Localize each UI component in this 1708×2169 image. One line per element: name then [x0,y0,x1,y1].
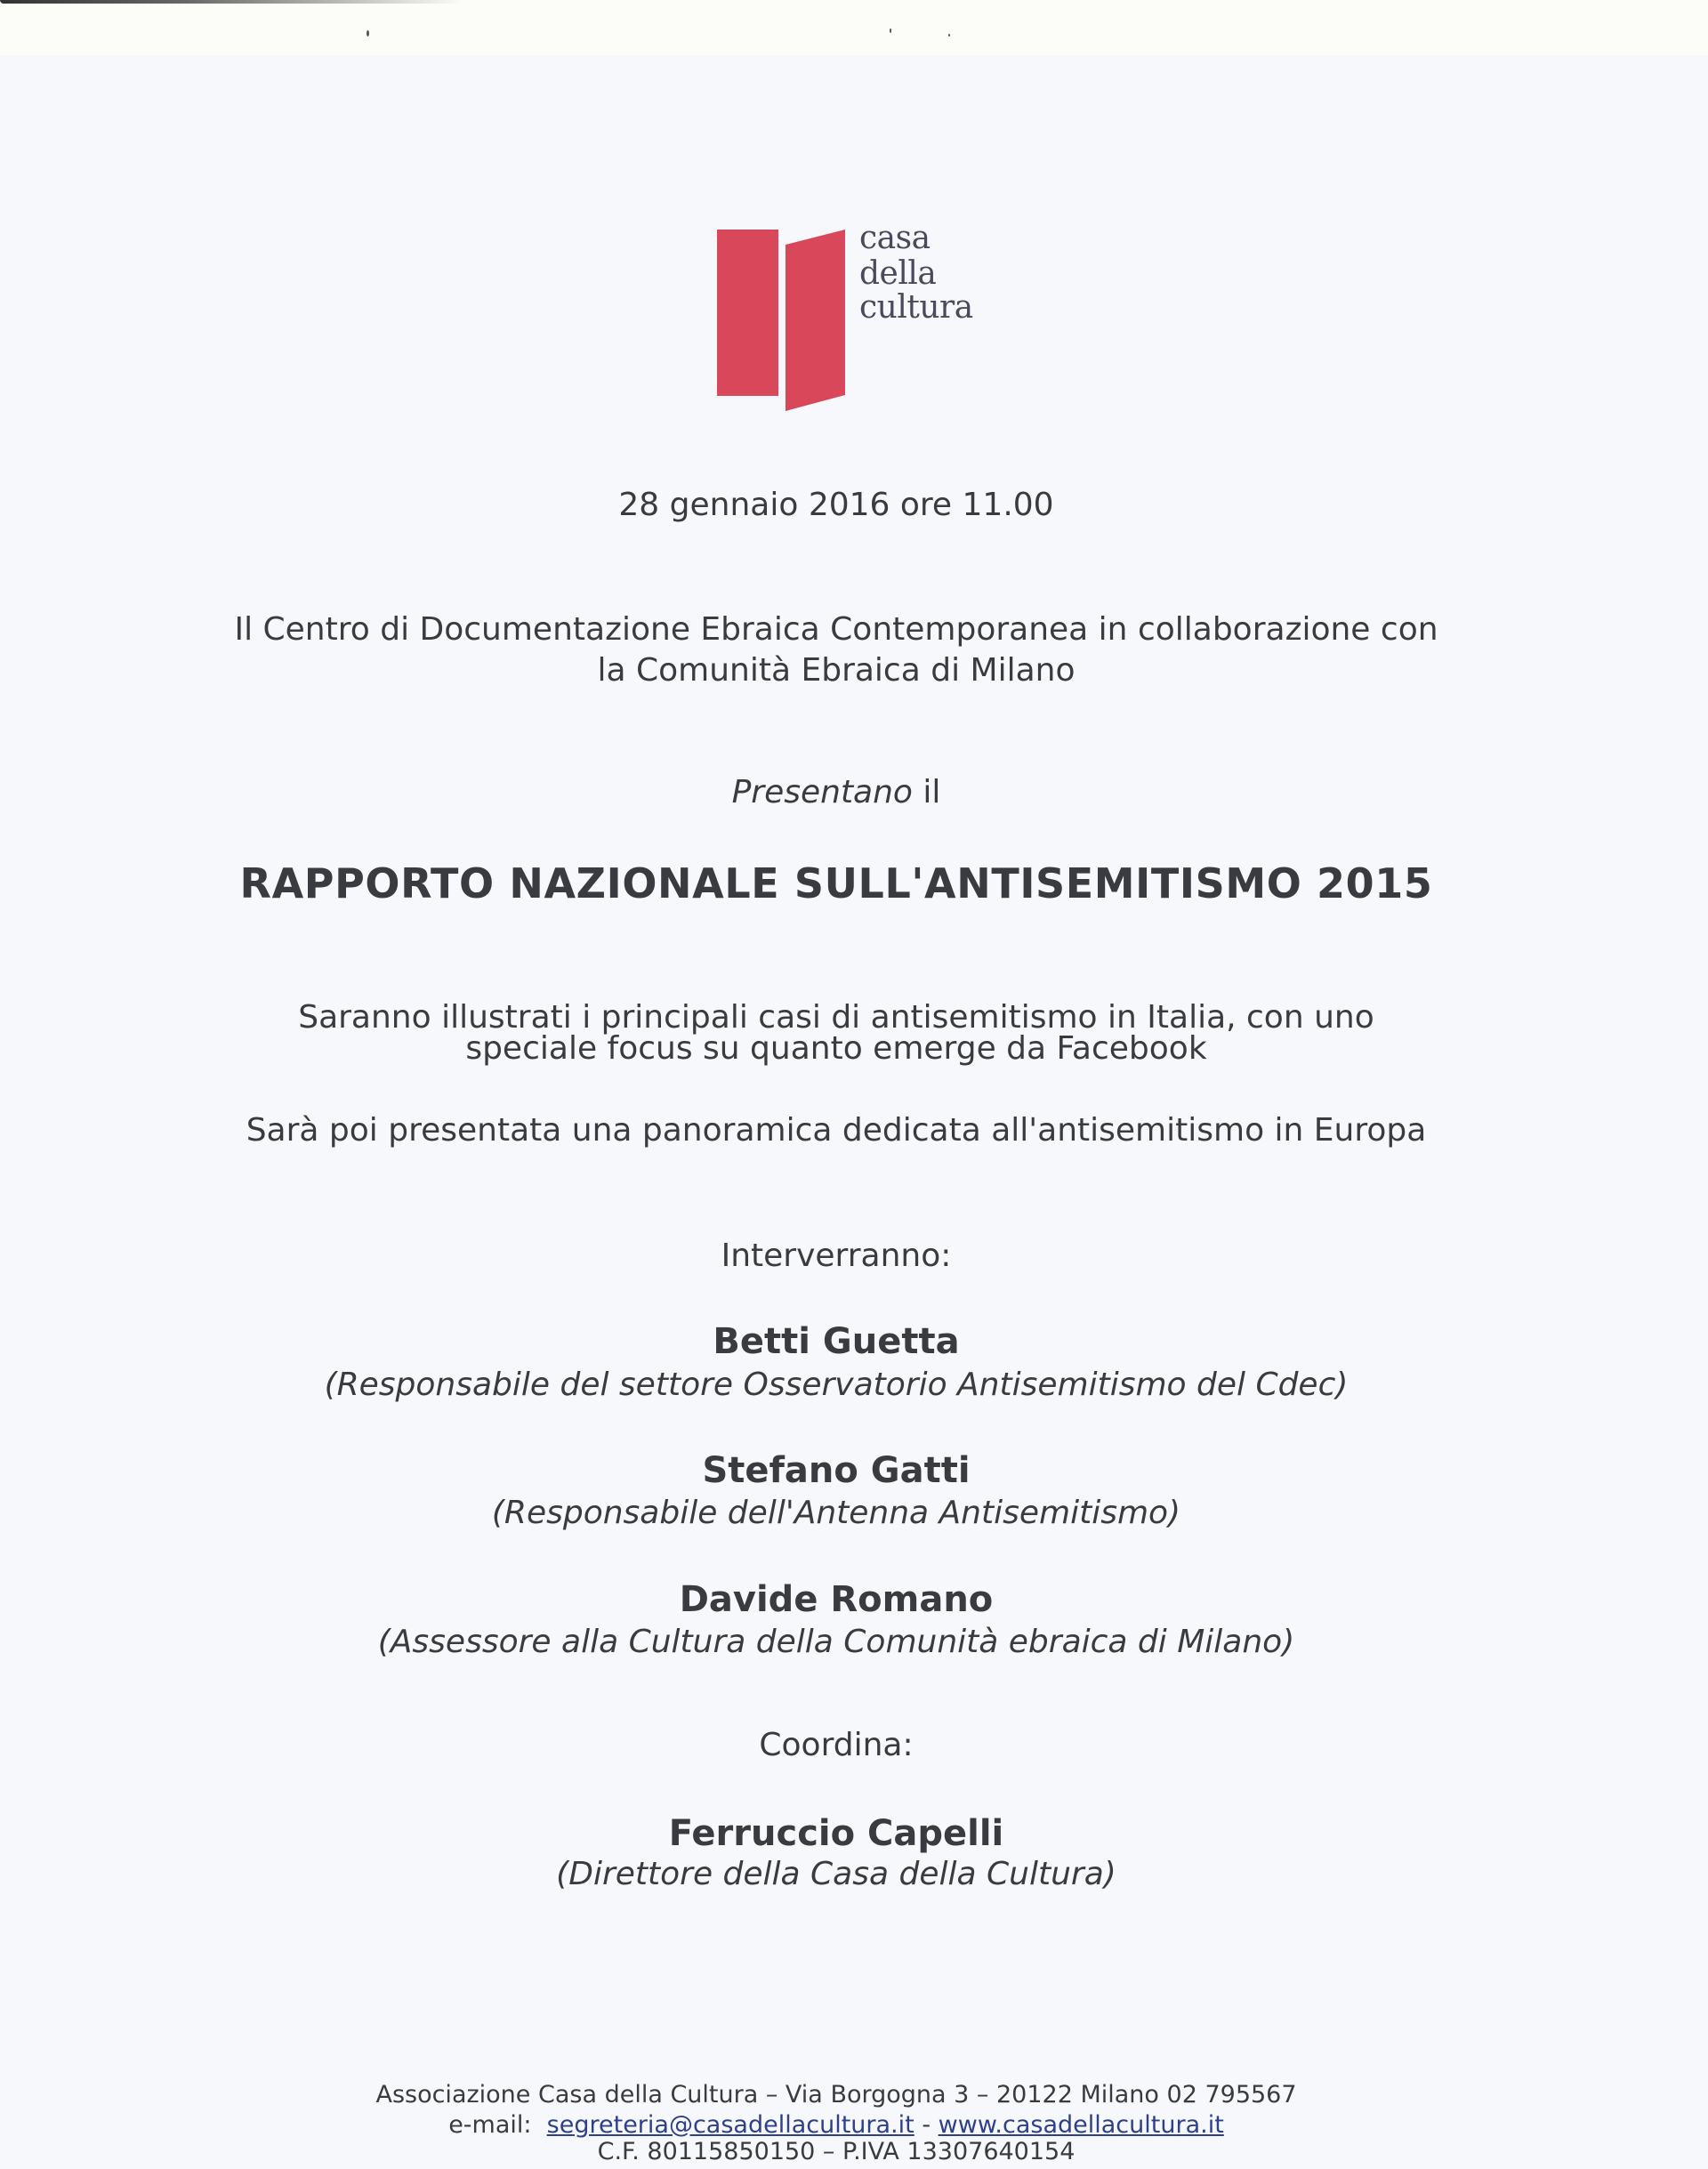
logo-left-panel [717,230,778,396]
presentano-word: Presentano [731,774,913,810]
footer-address: Associazione Casa della Cultura – Via Borgogna 3 – 20122 Milano 02 795567 [375,2081,1297,2109]
speaker-role: (Responsabile dell'Antenna Antisemitismo) [491,1495,1181,1531]
organizers-line-2: la Comunità Ebraica di Milano [597,652,1076,689]
footer-email-label: e-mail: [448,2111,532,2139]
coordinator-name: Ferruccio Capelli [668,1813,1004,1854]
speaker-role: (Responsabile del settore Osservatorio Antisemitismo del Cdec) [324,1367,1349,1403]
speakers-heading: Interverranno: [721,1238,952,1274]
footer-tax-ids: C.F. 80115850150 – P.IVA 13307640154 [597,2138,1076,2165]
footer-email-link[interactable]: segreteria@casadellacultura.it [546,2111,914,2139]
speaker-role: (Assessore alla Cultura della Comunità ebraica di Milano) [377,1624,1295,1660]
logo-text-della: della [859,255,937,292]
description-line-2: speciale focus su quanto emerge da Facebook [465,1030,1207,1067]
event-title: RAPPORTO NAZIONALE SULL'ANTISEMITISMO 2015 [239,859,1433,907]
footer-website-link[interactable]: www.casadellacultura.it [938,2111,1224,2139]
footer-contacts [0,2113,1672,2137]
event-datetime: 28 gennaio 2016 ore 11.00 [618,487,1054,523]
description-line-3: Sarà poi presentata una panoramica dedicata all'antisemitismo in Europa [246,1112,1427,1149]
casa-della-cultura-logo [0,0,1708,427]
logo-mark-icon [0,0,1708,427]
coordinator-role: (Direttore della Casa della Cultura) [556,1856,1116,1892]
logo-text-cultura: cultura [859,289,973,326]
presentano-line [0,774,1672,810]
presentano-suffix: il [912,774,941,810]
coordinator-heading: Coordina: [759,1727,914,1763]
organizers-line-1: Il Centro di Documentazione Ebraica Contemporanea in collaborazione con [234,611,1438,648]
speaker-name: Betti Guetta [713,1321,960,1362]
logo-text-casa: casa [859,220,931,256]
speaker-name: Davide Romano [679,1579,994,1620]
speaker-name: Stefano Gatti [702,1450,971,1491]
description-line-1: Saranno illustrati i principali casi di antisemitismo in Italia, con uno [298,999,1374,1036]
footer-separator: - [914,2111,939,2139]
logo-right-panel [786,230,845,411]
